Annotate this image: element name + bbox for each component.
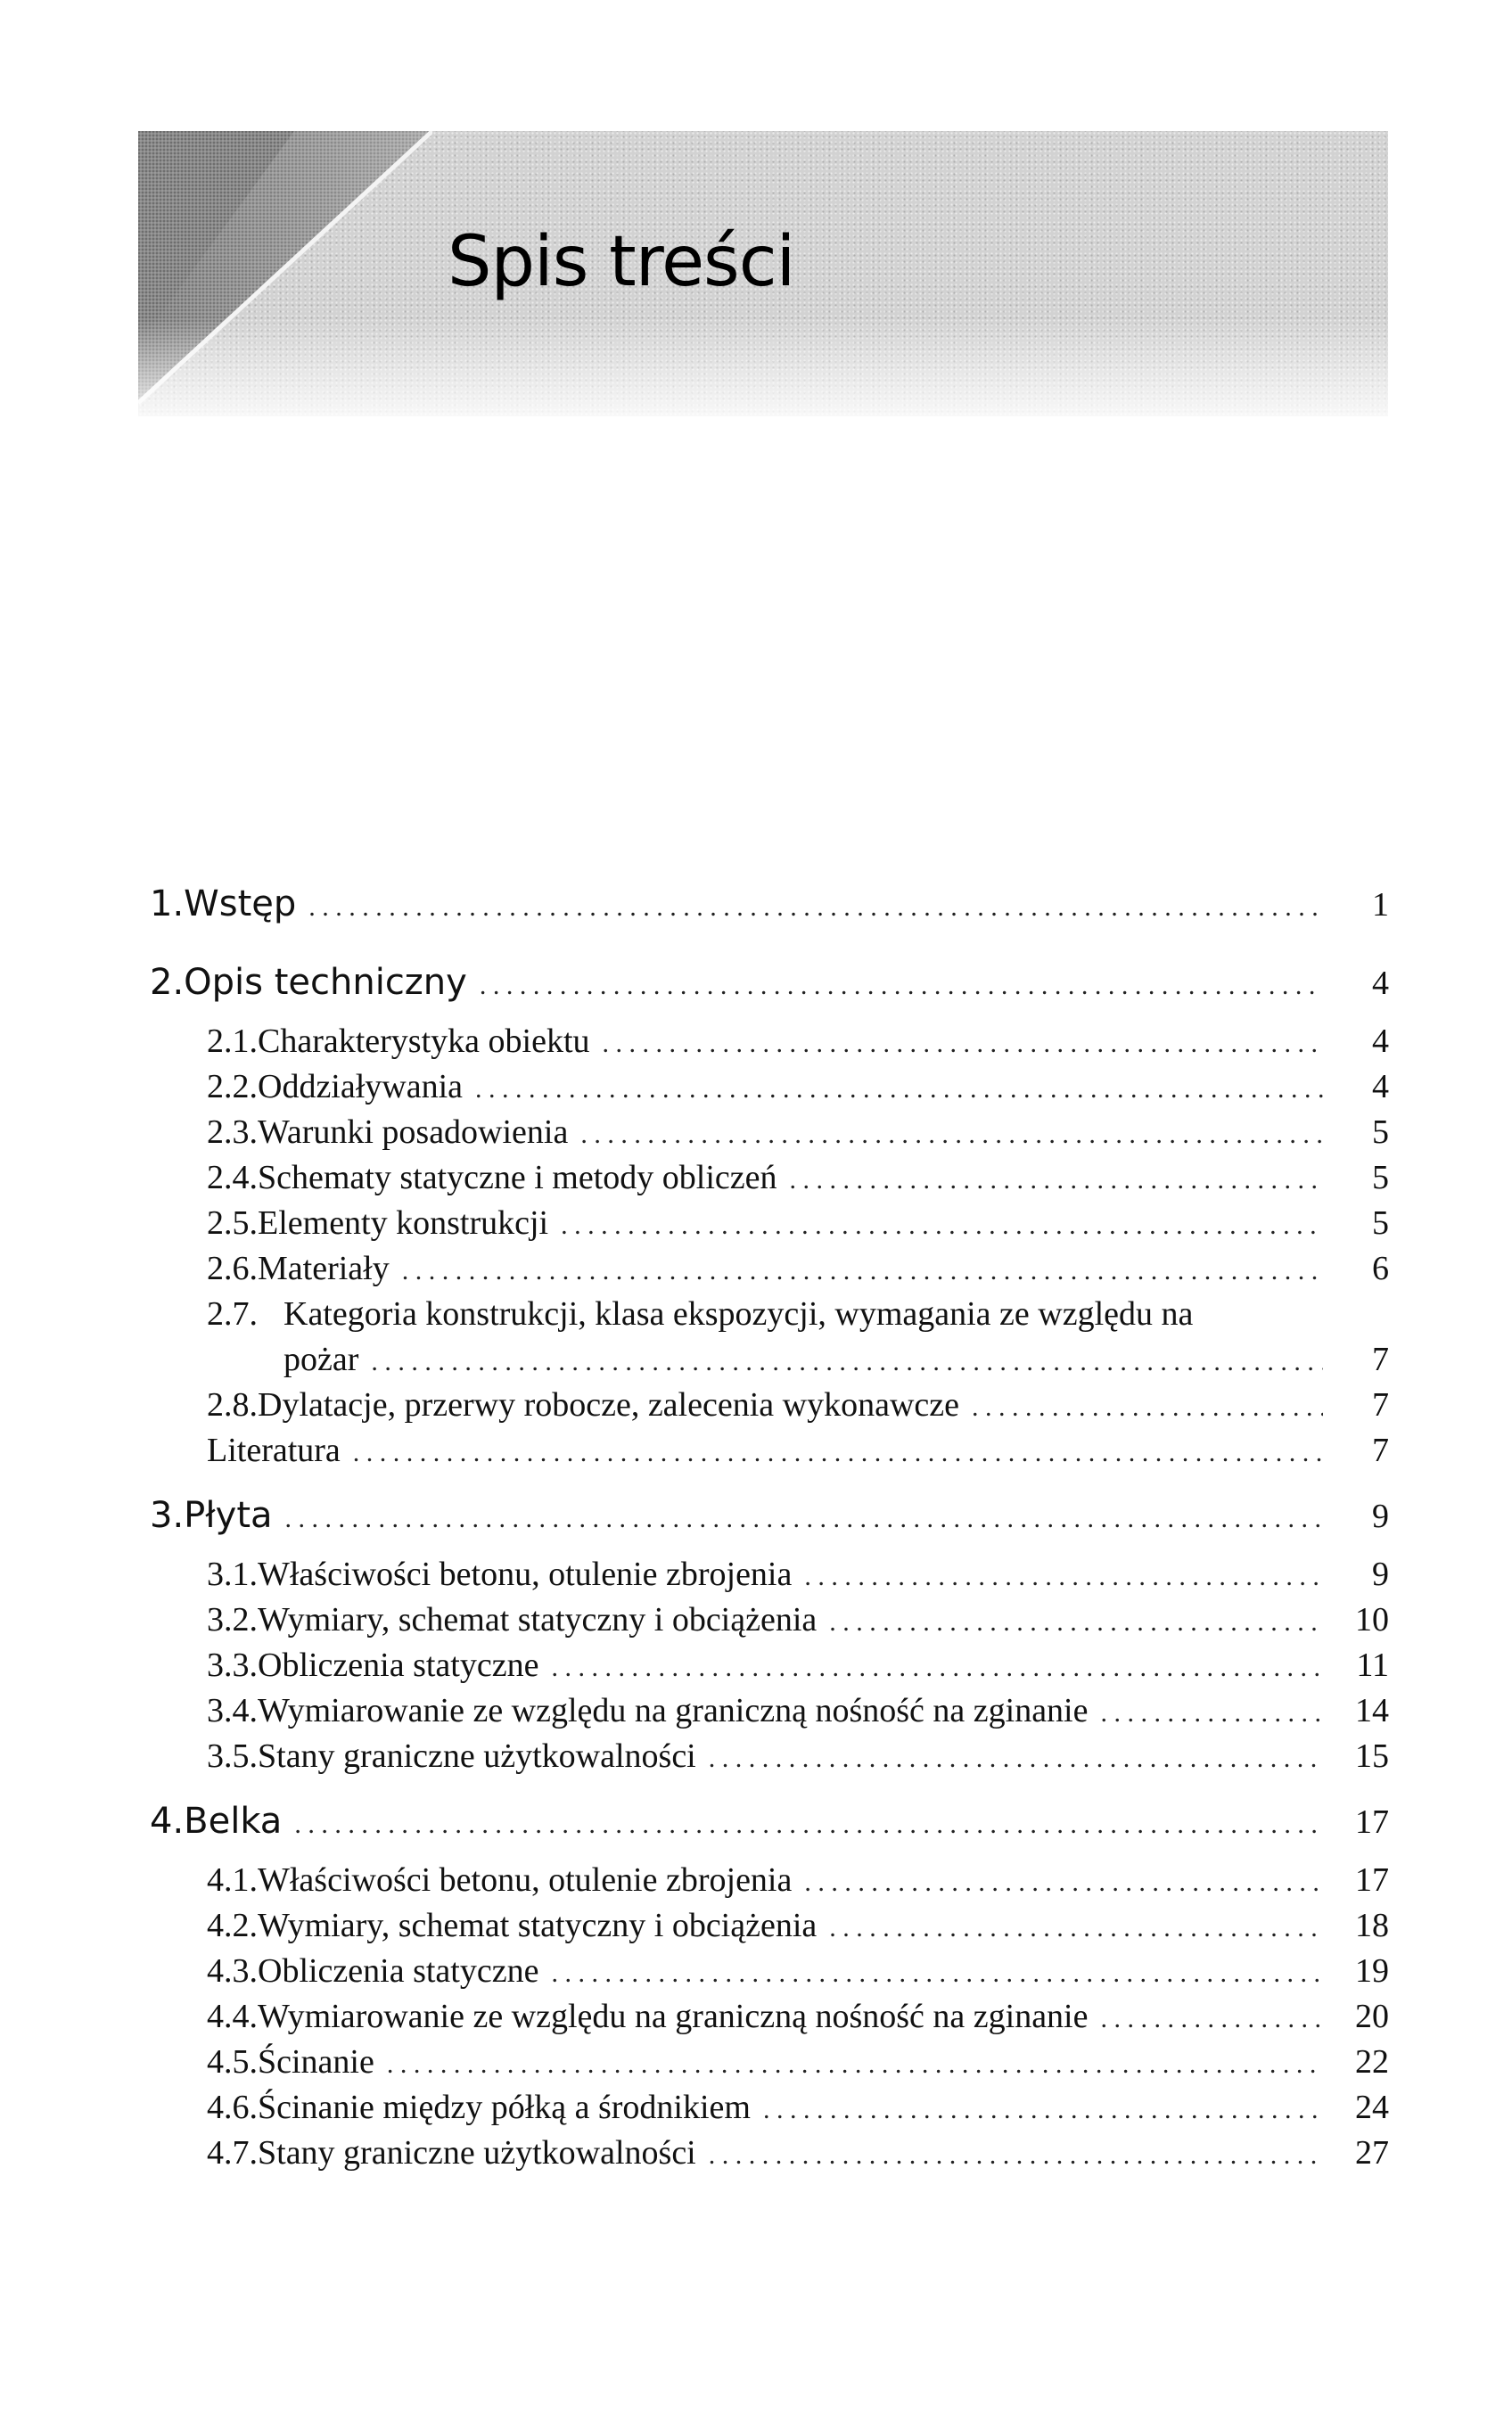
dot-leader xyxy=(308,882,1323,933)
section-title: Schematy statyczne i metody obliczeń xyxy=(258,1159,777,1196)
page-number: 14 xyxy=(1355,1692,1389,1729)
page-title: Spis treści xyxy=(448,222,795,302)
section-number: 4.2. xyxy=(207,1907,258,1944)
page-number: 17 xyxy=(1355,1803,1389,1841)
page-number: 22 xyxy=(1355,2043,1389,2081)
dot-leader xyxy=(551,1951,1323,1996)
page-number: 5 xyxy=(1372,1113,1389,1151)
page-number: 10 xyxy=(1355,1601,1389,1638)
chapter-title: Opis techniczny xyxy=(184,962,467,1003)
toc-section-2-2[interactable] xyxy=(150,1064,1389,1110)
dot-leader xyxy=(972,1384,1323,1430)
toc-section-2-5[interactable] xyxy=(150,1201,1389,1246)
section-title: Stany graniczne użytkowalności xyxy=(258,1737,696,1775)
section-number: 2.2. xyxy=(207,1068,258,1105)
section-title: Ścinanie między półką a środnikiem xyxy=(258,2089,751,2126)
toc-literature[interactable] xyxy=(150,1428,1389,1474)
section-title: Literatura xyxy=(207,1432,341,1469)
page-number: 27 xyxy=(1355,2134,1389,2172)
dot-leader xyxy=(789,1157,1323,1203)
section-number: 2.3. xyxy=(207,1113,258,1151)
dot-leader xyxy=(1100,1996,1323,2041)
section-number: 4.6. xyxy=(207,2089,258,2126)
toc-section-2-6[interactable] xyxy=(150,1246,1389,1292)
section-title: Wymiary, schemat statyczny i obciążenia xyxy=(258,1601,818,1638)
chapter-number: 2. xyxy=(150,962,185,1003)
chapter-title: Wstęp xyxy=(184,883,297,924)
chapter-number: 4. xyxy=(150,1801,185,1842)
section-number: 2.4. xyxy=(207,1159,258,1196)
toc-section-2-7[interactable] xyxy=(150,1292,1389,1337)
page-number: 24 xyxy=(1355,2089,1389,2126)
section-number: 3.1. xyxy=(207,1556,258,1593)
toc-section-4-5[interactable] xyxy=(150,2040,1389,2085)
page-number: 7 xyxy=(1372,1341,1389,1378)
section-number: 2.7. xyxy=(207,1295,258,1333)
dot-leader xyxy=(371,1339,1323,1384)
toc-section-4-4[interactable] xyxy=(150,1994,1389,2040)
section-number: 3.3. xyxy=(207,1647,258,1684)
toc-section-3-1[interactable] xyxy=(150,1552,1389,1597)
toc-section-3-5[interactable] xyxy=(150,1734,1389,1779)
page-number: 4 xyxy=(1372,1022,1389,1060)
dot-leader xyxy=(387,2041,1323,2087)
section-number: 4.1. xyxy=(207,1861,258,1899)
section-title-continuation: pożar xyxy=(284,1341,359,1378)
section-number: 4.3. xyxy=(207,1952,258,1990)
dot-leader xyxy=(294,1799,1323,1851)
section-title: Elementy konstrukcji xyxy=(258,1204,549,1242)
toc-chapter-4[interactable] xyxy=(150,1795,1389,1847)
dot-leader xyxy=(561,1203,1323,1248)
page-number: 5 xyxy=(1372,1204,1389,1242)
section-title: Kategoria konstrukcji, klasa ekspozycji, wymagania ze względu na xyxy=(284,1295,1194,1333)
toc-chapter-1[interactable] xyxy=(150,878,1389,930)
dot-leader xyxy=(603,1021,1323,1066)
toc-section-3-4[interactable] xyxy=(150,1688,1389,1734)
page-number: 20 xyxy=(1355,1998,1389,2035)
section-title: Wymiary, schemat statyczny i obciążenia xyxy=(258,1907,818,1944)
page-number: 7 xyxy=(1372,1432,1389,1469)
dot-leader xyxy=(709,2132,1323,2178)
table-of-contents xyxy=(150,878,1389,2176)
toc-section-3-2[interactable] xyxy=(150,1597,1389,1643)
page-number: 18 xyxy=(1355,1907,1389,1944)
page-number: 7 xyxy=(1372,1386,1389,1424)
title-banner xyxy=(138,131,1388,416)
page-number: 4 xyxy=(1372,965,1389,1002)
dot-leader xyxy=(402,1248,1323,1294)
page-number: 15 xyxy=(1355,1737,1389,1775)
section-title: Obliczenia statyczne xyxy=(258,1952,539,1990)
dot-leader xyxy=(763,2087,1323,2132)
dot-leader xyxy=(475,1066,1323,1112)
chapter-title: Płyta xyxy=(184,1495,273,1536)
section-number: 2.8. xyxy=(207,1386,258,1424)
toc-section-4-7[interactable] xyxy=(150,2131,1389,2176)
page-number: 6 xyxy=(1372,1250,1389,1287)
page-number: 1 xyxy=(1372,886,1389,924)
page-number: 9 xyxy=(1372,1498,1389,1535)
toc-section-4-6[interactable] xyxy=(150,2085,1389,2131)
section-number: 2.6. xyxy=(207,1250,258,1287)
toc-section-4-3[interactable] xyxy=(150,1949,1389,1994)
section-title: Właściwości betonu, otulenie zbrojenia xyxy=(258,1556,793,1593)
section-number: 3.4. xyxy=(207,1692,258,1729)
toc-section-2-3[interactable] xyxy=(150,1110,1389,1155)
chapter-number: 1. xyxy=(150,883,185,924)
page-number: 4 xyxy=(1372,1068,1389,1105)
toc-section-3-3[interactable] xyxy=(150,1643,1389,1688)
section-title: Warunki posadowienia xyxy=(258,1113,569,1151)
page-number: 5 xyxy=(1372,1159,1389,1196)
section-title: Oddziaływania xyxy=(258,1068,464,1105)
toc-section-2-7-continuation[interactable] xyxy=(150,1337,1389,1383)
dot-leader xyxy=(1100,1690,1323,1736)
banner-fade xyxy=(138,318,1388,416)
section-title: Właściwości betonu, otulenie zbrojenia xyxy=(258,1861,793,1899)
section-number: 3.5. xyxy=(207,1737,258,1775)
page-number: 11 xyxy=(1356,1647,1389,1684)
section-title: Ścinanie xyxy=(258,2043,374,2081)
section-number: 3.2. xyxy=(207,1601,258,1638)
dot-leader xyxy=(804,1554,1323,1599)
section-number: 4.7. xyxy=(207,2134,258,2172)
section-number: 4.4. xyxy=(207,1998,258,2035)
section-title: Wymiarowanie ze względu na graniczną nośność na zginanie xyxy=(258,1692,1089,1729)
section-title: Stany graniczne użytkowalności xyxy=(258,2134,696,2172)
dot-leader xyxy=(551,1645,1323,1690)
dot-leader xyxy=(580,1112,1323,1157)
section-title: Dylatacje, przerwy robocze, zalecenia wykonawcze xyxy=(258,1386,959,1424)
toc-section-2-1[interactable] xyxy=(150,1019,1389,1064)
section-title: Charakterystyka obiektu xyxy=(258,1022,590,1060)
section-title: Obliczenia statyczne xyxy=(258,1647,539,1684)
page-number: 9 xyxy=(1372,1556,1389,1593)
section-title: Wymiarowanie ze względu na graniczną nośność na zginanie xyxy=(258,1998,1089,2035)
dot-leader xyxy=(804,1860,1323,1905)
dot-leader xyxy=(480,960,1323,1012)
toc-section-2-8[interactable] xyxy=(150,1383,1389,1428)
section-title: Materiały xyxy=(258,1250,390,1287)
page-number: 17 xyxy=(1355,1861,1389,1899)
toc-section-4-1[interactable] xyxy=(150,1858,1389,1903)
section-number: 2.1. xyxy=(207,1022,258,1060)
dot-leader xyxy=(829,1905,1323,1951)
section-number: 2.5. xyxy=(207,1204,258,1242)
page-number: 19 xyxy=(1355,1952,1389,1990)
chapter-number: 3. xyxy=(150,1495,185,1536)
chapter-title: Belka xyxy=(184,1801,283,1842)
toc-chapter-2[interactable] xyxy=(150,957,1389,1008)
dot-leader xyxy=(285,1493,1323,1545)
toc-chapter-3[interactable] xyxy=(150,1490,1389,1541)
dot-leader xyxy=(709,1736,1323,1781)
dot-leader xyxy=(829,1599,1323,1645)
toc-section-4-2[interactable] xyxy=(150,1903,1389,1949)
toc-section-2-4[interactable] xyxy=(150,1155,1389,1201)
dot-leader xyxy=(353,1430,1323,1475)
section-number: 4.5. xyxy=(207,2043,258,2081)
